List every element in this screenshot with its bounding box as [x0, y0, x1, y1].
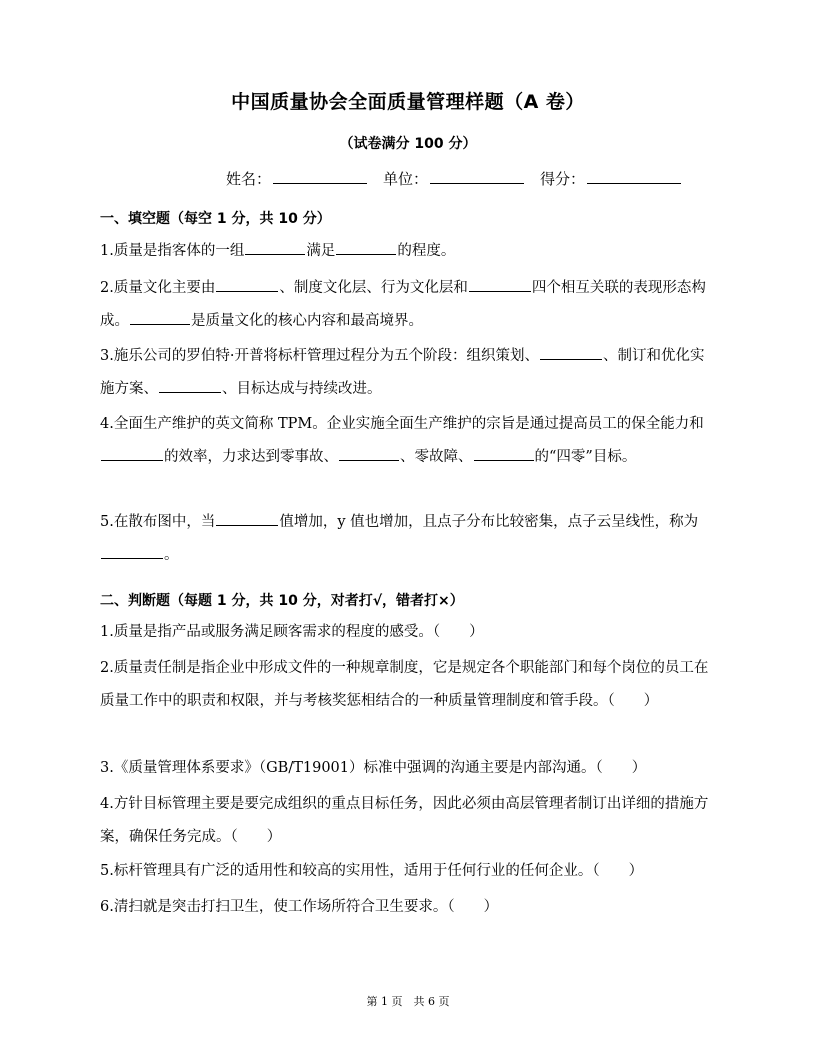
- question-text: 是质量文化的核心内容和最高境界。: [191, 313, 423, 329]
- question-text: 的程度。: [397, 243, 456, 259]
- section-heading: 二、判断题（每题 1 分，共 10 分，对者打√，错者打×）: [100, 593, 464, 609]
- unit-label: 单位：: [383, 170, 429, 188]
- judge-question: 5.标杆管理具有广泛的适用性和较高的实用性，适用于任何行业的任何企业。（ ）: [100, 863, 644, 879]
- answer-blank: [474, 445, 534, 461]
- judge-question: 3.《质量管理体系要求》（GB/T19001）标准中强调的沟通主要是内部沟通。（ ）: [100, 760, 647, 776]
- section-heading: 一、填空题（每空 1 分，共 10 分）: [100, 211, 331, 227]
- name-line: [273, 169, 367, 184]
- fill-question: [100, 408, 712, 474]
- question-text: 的“四零”目标。: [534, 449, 637, 465]
- question-text: 。: [164, 547, 179, 563]
- question-text: 、目标达成与持续改进。: [222, 381, 382, 397]
- question-text: 、零故障、: [400, 449, 473, 465]
- question-text: 1.质量是指客体的一组: [100, 243, 245, 259]
- fill-question: [100, 272, 712, 338]
- answer-blank: [101, 543, 163, 559]
- fill-question: [100, 340, 712, 406]
- unit-field: [383, 168, 524, 189]
- answer-blank: [339, 445, 399, 461]
- answer-blank: [101, 445, 163, 461]
- judge-question: 1.质量是指产品或服务满足顾客需求的程度的感受。（ ）: [100, 624, 484, 640]
- answer-blank: [469, 276, 531, 292]
- question-text: 、制度文化层、行为文化层和: [279, 280, 468, 296]
- answer-blank: [216, 510, 278, 526]
- fill-question: [100, 235, 712, 268]
- question-text: 值增加，y 值也增加，且点子分布比较密集，点子云呈线性，称为: [279, 514, 699, 530]
- page-footer: 第 1 页 共 6 页: [366, 995, 450, 1008]
- fill-question: [100, 506, 712, 572]
- question-text: 满足: [306, 243, 336, 259]
- answer-blank: [216, 276, 278, 292]
- unit-line: [430, 169, 524, 184]
- answer-blank: [245, 239, 305, 255]
- judge-question: 4.方针目标管理主要是要完成组织的重点目标任务，因此必须由高层管理者制订出详细的措施方案，确保任务完成。（ ）: [100, 796, 709, 845]
- question-text: 、制订和优化实施方案、: [100, 348, 705, 397]
- name-field: [226, 168, 367, 189]
- info-row: [226, 168, 681, 189]
- page-title: 中国质量协会全面质量管理样题（A 卷）: [231, 91, 585, 113]
- name-label: 姓名：: [226, 170, 272, 188]
- score-line: [587, 169, 681, 184]
- answer-blank: [540, 344, 602, 360]
- answer-blank: [159, 377, 221, 393]
- answer-blank: [130, 309, 190, 325]
- question-text: 5.在散布图中，当: [100, 514, 216, 530]
- score-label: 得分：: [540, 170, 586, 188]
- answer-blank: [336, 239, 396, 255]
- question-text: 4.全面生产维护的英文简称 TPM。企业实施全面生产维护的宗旨是通过提高员工的保全能力和: [100, 416, 704, 432]
- judge-question: 6.清扫就是突击打扫卫生，使工作场所符合卫生要求。（ ）: [100, 899, 499, 915]
- exam-subtitle: （试卷满分 100 分）: [339, 136, 477, 152]
- question-text: 四个相互关联的表现形态构成。: [100, 280, 706, 329]
- score-field: [540, 168, 681, 189]
- question-text: 的效率，力求达到零事故、: [164, 449, 338, 465]
- question-text: 3.施乐公司的罗伯特·开普将标杆管理过程分为五个阶段：组织策划、: [100, 348, 539, 364]
- judge-question: 2.质量责任制是指企业中形成文件的一种规章制度，它是规定各个职能部门和每个岗位的员工在质量工作中的职责和权限，并与考核奖惩相结合的一种质量管理制度和管手段。（ ）: [100, 660, 709, 709]
- question-text: 2.质量文化主要由: [100, 280, 216, 296]
